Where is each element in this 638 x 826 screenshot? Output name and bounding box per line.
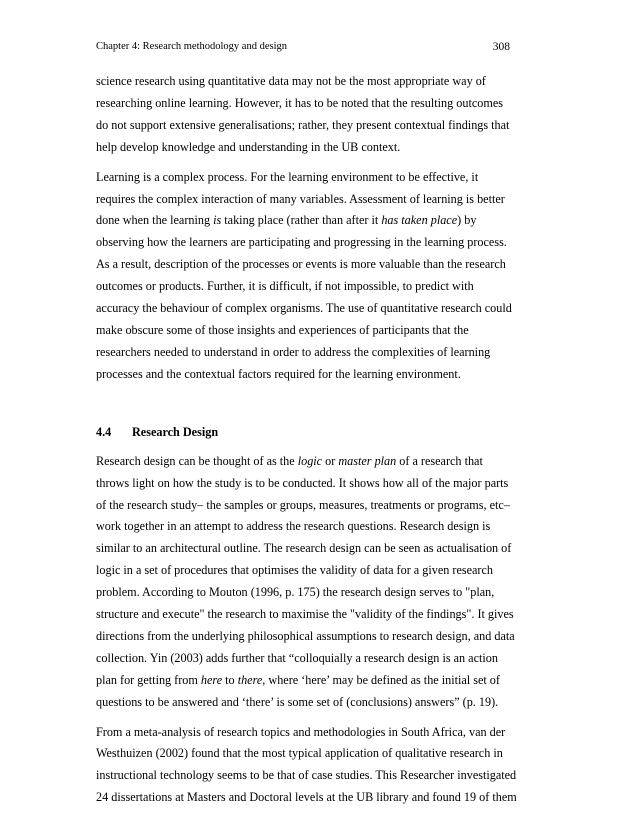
text-line [96, 451, 514, 473]
text-run: to [222, 672, 238, 687]
text-line [96, 538, 514, 560]
text-run: make obscure some of those insights and experiences of participants that the [96, 322, 469, 337]
text-run: From a meta-analysis of research topics and methodologies in South Africa, van der [96, 724, 506, 739]
italic-text: there [237, 672, 263, 687]
text-run: , where ‘here’ may be defined as the initial set of [262, 672, 500, 687]
text-run: 24 dissertations at Masters and Doctoral levels at the UB library and found 19 of them [96, 790, 517, 805]
text-run: work together in an attempt to address the research questions. Research design is [96, 519, 491, 534]
text-run: accuracy the behaviour of complex organisms. The use of quantitative research could [96, 301, 512, 316]
text-run: questions to be answered and ‘there’ is some set of (conclusions) answers” (p. 19). [96, 694, 499, 709]
text-run: outcomes or products. Further, it is difficult, if not impossible, to predict with [96, 279, 474, 294]
text-line [96, 167, 514, 189]
text-line [96, 342, 514, 364]
text-run: collection. Yin (2003) adds further that “colloquially a research design is an action [96, 650, 498, 665]
text-line [96, 722, 514, 744]
section-paragraphs [96, 451, 517, 810]
chapter-title: Chapter 4: Research methodology and design [96, 41, 287, 52]
text-run: Learning is a complex process. For the learning environment to be effective, it [96, 169, 479, 184]
text-line [96, 254, 514, 276]
text-line [96, 604, 514, 626]
text-run: As a result, description of the processes or events is more valuable than the research [96, 257, 506, 272]
text-run: plan for getting from [96, 672, 201, 687]
text-run: help develop knowledge and understanding in the UB context. [96, 139, 401, 154]
section-title: Research Design [132, 424, 219, 439]
italic-text: is [213, 213, 222, 228]
paragraph [96, 451, 514, 714]
text-run: done when the learning [96, 213, 214, 228]
text-line [96, 189, 514, 211]
paragraph [96, 71, 514, 159]
text-run: observing how the learners are participating and progressing in the learning process. [96, 235, 507, 250]
text-run: structure and execute" the research to maximise the "validity of the findings". It gives [96, 607, 514, 622]
text-line [96, 743, 514, 765]
text-line [96, 582, 514, 604]
section-heading [96, 424, 514, 440]
text-line [96, 670, 514, 692]
italic-text: here [200, 672, 223, 687]
intro-paragraphs [96, 71, 514, 386]
text-line [96, 364, 514, 386]
paragraph [96, 167, 514, 386]
text-line [96, 210, 514, 232]
page-body [96, 71, 517, 817]
text-run: of a research that [396, 453, 483, 468]
section-number: 4.4 [96, 424, 112, 439]
text-run: similar to an architectural outline. The research design can be seen as actualisation of [96, 541, 512, 556]
text-line [96, 516, 514, 538]
text-run: researchers needed to understand in order to address the complexities of learning [96, 344, 491, 359]
text-run: ) by [457, 213, 477, 228]
text-run: taking place (rather than after it [221, 213, 382, 228]
paragraph [96, 722, 517, 810]
text-line [96, 137, 514, 159]
text-line [96, 298, 514, 320]
text-line [96, 473, 514, 495]
text-run: do not support extensive generalisations; rather, they present contextual findings that [96, 117, 510, 132]
italic-text: logic [297, 453, 323, 468]
text-line [96, 765, 517, 787]
text-line [96, 71, 514, 93]
text-line [96, 495, 514, 517]
text-line [96, 115, 514, 137]
text-run: Research design can be thought of as the [96, 453, 298, 468]
text-line [96, 626, 514, 648]
italic-text: master plan [338, 453, 397, 468]
italic-text: has taken place [381, 213, 458, 228]
text-line [96, 560, 514, 582]
text-run: or [322, 453, 339, 468]
text-run: directions from the underlying philosophical assumptions to research design, and data [96, 628, 515, 643]
text-run: Westhuizen (2002) found that the most typical application of qualitative research in [96, 746, 503, 761]
text-line [96, 276, 514, 298]
text-run: science research using quantitative data may not be the most appropriate way of [96, 74, 486, 88]
text-line [96, 692, 514, 714]
text-run: processes and the contextual factors required for the learning environment. [96, 366, 461, 381]
text-run: of the research study– the samples or groups, measures, treatments or programs, etc– [96, 497, 510, 512]
text-line [96, 320, 514, 342]
text-line [96, 93, 514, 115]
text-run: requires the complex interaction of many variables. Assessment of learning is better [96, 191, 505, 206]
page-number: 308 [492, 41, 510, 53]
text-line [96, 648, 514, 670]
text-run: logic in a set of procedures that optimises the validity of data for a given research [96, 563, 493, 578]
text-line [96, 787, 517, 809]
text-run: problem. According to Mouton (1996, p. 175) the research design serves to "plan, [96, 585, 495, 600]
text-run: throws light on how the study is to be conducted. It shows how all of the major parts [96, 475, 509, 490]
text-run: instructional technology seems to be that of case studies. This Researcher investigated [96, 768, 517, 783]
text-line [96, 232, 514, 254]
text-run: researching online learning. However, it has to be noted that the resulting outcomes [96, 95, 503, 110]
